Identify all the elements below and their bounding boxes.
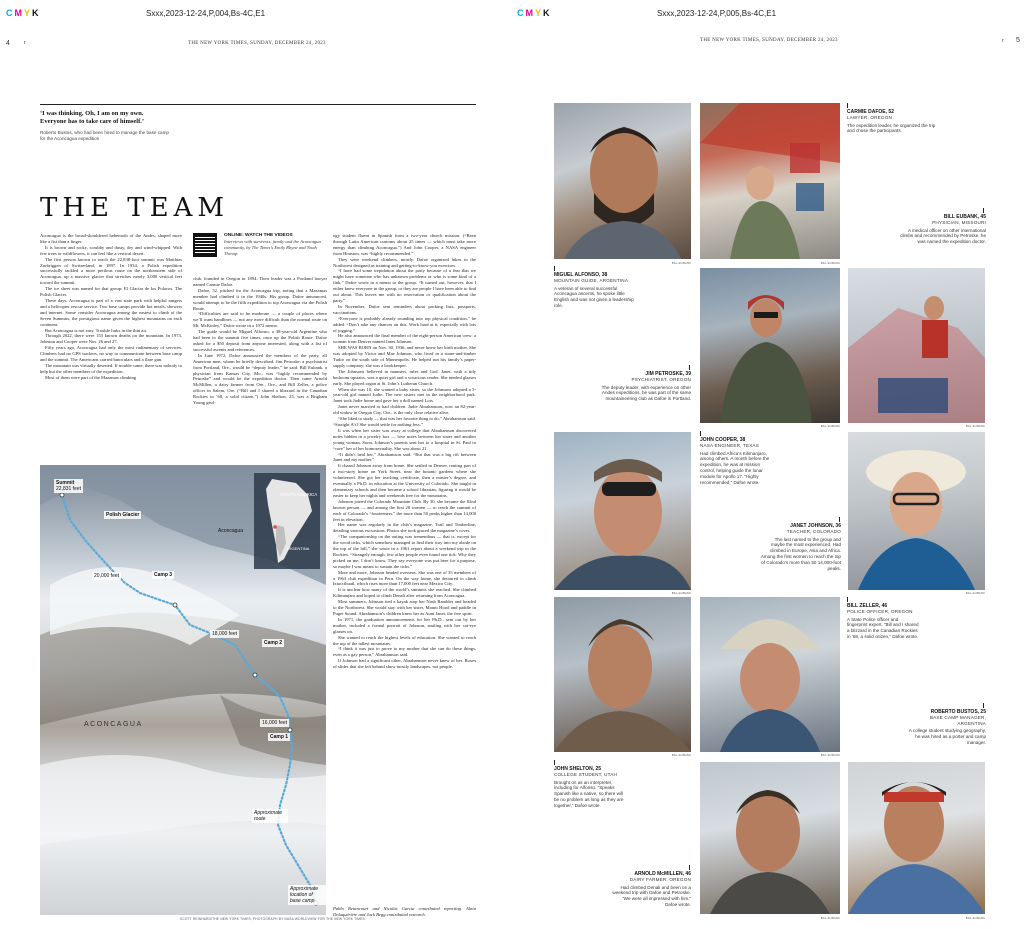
camp1-marker [288, 728, 292, 732]
caption-john-cooper [700, 437, 770, 485]
member-description: The deputy leader, with experience on other Andes expeditions, he was part of the same mountaineering club as Dafoe in Portland. [601, 384, 691, 402]
folio-mark-right: r [1002, 38, 1004, 44]
member-name: MIGUEL ALFONSO, 38 [554, 272, 608, 278]
member-description: A medical officer on other international climbs and recommended by Petroske, he was named the expedition doctor. [900, 227, 986, 245]
paragraph: “It didn’t heal her,” Abrahamson said. “But that was a big rift between Janet and my mother.” [333, 451, 476, 463]
member-role: TEACHER, COLORADO [786, 529, 841, 534]
caption-marker [554, 760, 555, 765]
paragraph: “I think it was just to prove to my mother that she can do these things, even as a gay person,” Abrahamson said. [333, 646, 476, 658]
paragraph: They were weekend climbers, mostly. Dafoe organized hikes in the Northwest designed as training and getting-to-know-you exercises. [333, 256, 476, 268]
member-role: PSYCHIATRIST, OREGON [631, 377, 691, 382]
caption-marker [983, 208, 984, 213]
online-box [224, 233, 324, 257]
member-role: POLICE OFFICER, OREGON [847, 609, 913, 614]
aconcagua-location-dot [273, 525, 277, 529]
member-description: Had climbed Africa’s Kilimanjaro, among others. A month before the expedition, he was at mission control, helping guide the lunar module for Apollo 17. “Highly recommended,” Dafoe wrote. [700, 450, 770, 485]
member-description: Brought on as an interpreter, including for Alfonso. “Speaks Spanish like a native, so there will be no problem as long as they are together,” Dafoe wrote. [554, 779, 624, 808]
label-20000-feet: 20,000 feet [94, 573, 120, 579]
top-rule-left [40, 104, 476, 105]
paragraph: The Johnsons believed in manners, rules and God. Janet, with a tidy bedroom upstairs, was a quiet girl and a voracious reader. She needed glasses early. She played organ at St. John’s Lutheran Church. [333, 368, 476, 386]
paragraph: Through 2022, there were 153 known deaths on the mountain. In 1973, Johnson and Cooper were Nos. 26 and 27. [40, 333, 182, 345]
label-south-america: SOUTH AMERICA [280, 492, 318, 497]
label-18000-feet: 18,000 feet [212, 631, 238, 637]
caption-marker [847, 103, 848, 108]
map-credit: SCOTT REINHARD/THE NEW YORK TIMES; PHOTOGRAPH BY NASA WORLDVIEW FOR THE NEW YORK TIMES [180, 917, 365, 921]
label-aconcagua-inset: Aconcagua [218, 528, 244, 534]
caption-carmie-dafoe [847, 109, 939, 134]
paragraph: He also announced the final member of the eight-person American crew: a woman from Denver named Janet Johnson. [333, 333, 476, 345]
page-number-right: 5 [1016, 37, 1020, 44]
paragraph: “She liked to study — that was her favorite thing to do,” Abrahamson said. “Straight A’s? She would settle for nothing less.” [333, 416, 476, 427]
label-camp-2: Camp 2 [264, 640, 283, 646]
caption-marker [554, 266, 555, 271]
member-name: JOHN SHELTON, 25 [554, 766, 602, 772]
member-role: DAIRY FARMER, OREGON [629, 877, 691, 882]
member-role: PHYSICIAN, MISSOURI [932, 220, 986, 225]
paragraph: But Aconcagua is not easy. Trouble lurks in the thin air. [45, 327, 148, 333]
member-description: A veteran of several successful Aconcagua ascents, he spoke little English and was not given a leadership role. [554, 285, 634, 308]
photo-john-cooper [554, 432, 691, 590]
member-name: ARNOLD McMILLEN, 46 [634, 871, 691, 877]
paragraph: If Johnson had a significant other, Abrahamson never knew of her. Boxes of slides that she left behind show mostly landscapes, not people. [333, 658, 476, 670]
caption-janet-johnson [760, 523, 841, 571]
member-description: The last named to the group and maybe the most experienced. Had climbed in Europe, Asia and Africa. Among the first women to reach the top of Colorado’s more than 50 14,000-foot peaks. [760, 536, 841, 571]
caption-marker [847, 597, 848, 602]
label-camp-3: Camp 3 [154, 572, 173, 578]
photo-credit: BILL EUBANK [965, 916, 985, 920]
member-name: JOHN COOPER, 38 [700, 437, 746, 443]
cmyk-registration-right: CMYK [517, 8, 552, 18]
member-role: NASA ENGINEER, TEXAS [700, 443, 760, 448]
online-heading: ONLINE: WATCH THE VIDEOS [224, 233, 293, 238]
cmyk-registration-left: CMYK [6, 8, 41, 18]
pull-quote [40, 110, 170, 142]
label-camp-1: Camp 1 [270, 734, 289, 740]
label-16000-feet: 16,000 feet [262, 720, 288, 726]
caption-marker [689, 365, 690, 370]
label-base-camp: Approximate location of base camp [288, 885, 326, 905]
label-argentina: ARGENTINA [286, 546, 310, 551]
paragraph: “The companionship on the outing was tremendous — that is, except for the wood ticks, which somehow managed to find their way into my abode on the top of the hill,” she wrote in a 1961 report about a weekend trip in the Rockies. “Strangely enough, few other people even found one tick. Why they picked on me, I don’t know. They say everyone was put here for a purpose, so maybe I was meant to sustain the ticks.” [333, 534, 476, 569]
paragraph: It is unclear how many of the world’s summits she reached. She climbed Kilimanjaro and hoped to climb Denali after returning from Aconcagua. [333, 587, 476, 599]
photo-credit: BILL EUBANK [820, 753, 840, 757]
camp3-marker [173, 603, 177, 607]
photo-credit: BILL EUBANK [671, 591, 691, 595]
folio-right: THE NEW YORK TIMES, SUNDAY, DECEMBER 24, 2023 [700, 38, 838, 43]
member-description: Had climbed Denali and been on a weekend trip with Dafoe and Petroske. “We were all impressed with him,” Dafoe wrote. [612, 884, 691, 907]
article-column-1 [40, 233, 182, 455]
photo-credit: BILL EUBANK [671, 261, 691, 265]
photo-credit: BILL EUBANK [820, 916, 840, 920]
route-map-art [40, 465, 326, 915]
paragraph: The ice sheet was named for that group: El Glaciar de los Polacos. The Polish Glacier. [40, 286, 182, 298]
online-text: Interviews with survivors, family and the Aconcagua community, by The Times’s Emily Rhyne and Noah Throop. [224, 239, 321, 256]
folio-mark-left: r [24, 40, 26, 46]
photo-miguel-alfonso [554, 103, 691, 259]
caption-bill-eubank [900, 214, 986, 245]
member-role: LAWYER, OREGON [847, 115, 893, 120]
paragraph: Janet never married or had children. Judie Abrahamson, now an 82-year-old widow in Oregon City, Ore., is the only close relative alive. [333, 404, 476, 416]
photo-janet-johnson [848, 432, 985, 590]
member-role: BASE CAMP MANAGER, ARGENTINA [929, 715, 986, 726]
photo-credit: BILL EUBANK [820, 424, 840, 428]
paragraph: When she was 10, she wanted a baby sister, so the Johnsons adopted a 5-year-old girl named Judie. The new sisters met in the neighborhood park. Janet took Judie home and gave her a doll named Lois. [333, 386, 476, 404]
photo-bill-eubank [848, 268, 985, 423]
caption-john-shelton [554, 766, 626, 809]
photo-arnold-mcmillen [700, 762, 840, 914]
folio-left: THE NEW YORK TIMES, SUNDAY, DECEMBER 24, 2023 [188, 41, 326, 46]
paragraph: Most summers, Johnson tied a kayak atop her Nash Rambler and headed to the Northwest. She would stay with her sister, Mount Hood and paddle in Puget Sound. Abrahamson’s children knew her as Aunt Janet, the free spirit. [333, 599, 476, 616]
paragraph: “Difficulties are said to be moderate — a couple of places where we’ll want handlines — not any more difficult than the normal route on Mt. McKinley,” Dafoe wrote in a 1972 memo. [193, 311, 327, 329]
caption-marker [839, 517, 840, 522]
photo-credit: BILL EUBANK [965, 424, 985, 428]
paragraph: It is brown and rocky, scrubby and dusty, dry and wind-whipped. With few trees or wildflowers, it can feel like a vertical desert. [40, 244, 182, 256]
paragraph: Most of them were part of the Mazamas climbing [45, 374, 137, 380]
photo-credit: BILL EUBANK [820, 261, 840, 265]
paragraph: ogy student fluent in Spanish from a two-year church mission. (“Been through Latin American customs about 25 times — which must take more energy than climbing Aconcagua.”) And John Cooper, a NASA engineer from Houston, was “highly recommended.” [333, 233, 476, 256]
member-role: MOUNTAIN GUIDE, ARGENTINA [554, 278, 629, 283]
member-name: BILL ZELLER, 46 [847, 603, 888, 609]
page-slug-left: Sxxx,2023-12-24,P,004,Bs-4C,E1 [146, 9, 266, 18]
page-slug-right: Sxxx,2023-12-24,P,005,Bs-4C,E1 [657, 9, 777, 18]
caption-roberto-bustos [905, 709, 986, 746]
photo-bill-zeller [700, 597, 840, 752]
caption-marker [700, 431, 701, 436]
paragraph: Fifty years ago, Aconcagua had only the most rudimentary of services. Climbers had no GPS trackers, no way to communicate between base camp and the summit. The Americans carried binoculars and a flare gun. [40, 345, 182, 363]
member-description: A State Police officer and fingerprint expert. “Bill and I shared a blizzard in the Canadian Rockies in ’68, a solid citizen,” Dafoe wrote. [847, 616, 919, 639]
paragraph: The first person known to reach the 22,838-foot summit was Matthias Zurbriggen of Switzerland, in 1897. In 1934, a Polish expedition successfully tackled a more perilous route on the northeastern side of Aconcagua, up a massive glacier that stretches nearly 3,000 vertical feet toward the summit. [40, 256, 182, 286]
member-name: BILL EUBANK, 45 [943, 214, 986, 220]
photo-john-shelton [554, 597, 691, 752]
caption-bill-zeller [847, 603, 919, 640]
paragraph: SHE WAS BORN on Nov. 30, 1936, and never knew her birth mother. She was adopted by Victor and Mae Johnson, who lived in a stone-and-timber Tudor on the south side of Minneapolis. He helped run his family’s paper-supply company; she was a bookkeeper. [333, 345, 476, 368]
paragraph: Johnson joined the Colorado Mountain Club. By 30, she became the 82nd known person — and among the first 20 women — to reach the summit of each of Colorado’s “fourteeners,” the more than 50 peaks higher than 14,000 feet in elevation. [333, 498, 476, 522]
summit-marker [60, 493, 64, 497]
paragraph: club, founded in Oregon in 1894. Their leader was a Portland lawyer named Carmie Dafoe. [193, 276, 327, 287]
label-approximate-route: Approximate route [252, 809, 288, 823]
contributors-note: Pablo Betancourt and Nicolás Garcia contributed reporting. Alain Delaquérière and Jack Begg contributed research. [333, 906, 476, 917]
paragraph: These days, Aconcagua is part of a vast state park with helpful rangers and a helicopter rescue service. Two base camps provide hot meals, showers and internet. Some consider Aconcagua among the easiest to climb of the Seven Summits, the prestigious name given the highest mountains on each continent. [40, 297, 182, 327]
label-summit: Summit 22,831 feet [56, 480, 82, 492]
caption-miguel-alfonso [554, 272, 638, 309]
paragraph: It was when her sister was away at college that Abrahamson discovered notes hidden in a jewelry box — love notes between her sister and another young woman. Soon, Johnson’s parents sent her to a hospital in St. Paul to “cure” her of her homosexuality. She was about 21. [333, 427, 476, 451]
paragraph: She wanted to reach the highest levels of education. She wanted to reach the top of the tallest mountains. [333, 634, 476, 646]
member-role: COLLEGE STUDENT, UTAH [554, 772, 618, 777]
photo-jim-petroske [700, 268, 840, 423]
page-title: THE TEAM [40, 193, 229, 223]
caption-jim-petroske [600, 371, 691, 402]
member-name: JANET JOHNSON, 36 [790, 523, 841, 529]
paragraph: Her name was regularly in the club’s magazine, Trail and Timberline, detailing various excursions. Photos she took graced the magazine’s cover. [333, 522, 476, 534]
paragraph: In June 1972, Dafoe announced the members of the party, all American men, whom he briefly described. Jim Petroske, a psychiatrist from Portland, Ore., would be “deputy leader,” he said. Bill Eubank, a physician from Kansas City, Mo., was “highly recommended by Petroske” and would be the expedition doctor. Then came Arnold McMillen, a dairy farmer from Ore., Ore., and Bill Zeller, a police officer in Salem, Ore. (“Bill and I shared a blizzard in the Canadian Rockies in ’68, a solid citizen.”) John Shelton, 25, was a Brigham Young geol- [193, 352, 327, 406]
label-polish-glacier: Polish Glacier [106, 512, 140, 518]
paragraph: It chased Johnson away from home. She settled in Denver, renting part of a two-story home on York Street, near the botanic gardens where she volunteered. She got her teaching certificate, then a master’s degree, and eventually a Ph.D. in education at the University of Colorado. She taught in elementary schools and then became a school librarian, figuring it would be easier to keep her nights and weekends free for the mountains. [333, 463, 476, 498]
page-number-left: 4 [6, 40, 10, 47]
member-name: ROBERTO BUSTOS, 25 [930, 709, 986, 715]
caption-arnold-mcmillen [612, 871, 691, 908]
member-name: CARMIE DAFOE, 52 [847, 109, 894, 115]
caption-marker [689, 865, 690, 870]
pull-quote-line1: ‘I was thinking, Oh, I am on my own. [40, 110, 144, 117]
article-column-2 [193, 276, 327, 455]
pull-quote-line2: Everyone has to take care of himself.’ [40, 118, 145, 125]
photo-credit: BILL EUBANK [965, 591, 985, 595]
paragraph: The mountain was virtually deserted. If trouble came, there was nobody to help but the other members of the expedition. [40, 362, 182, 374]
paragraph: In November, Dafoe sent reminders about packing lists, passports, vaccinations. [333, 303, 476, 315]
qr-code[interactable] [193, 233, 217, 257]
photo-roberto-bustos [848, 762, 985, 914]
paragraph: Aconcagua is the broad-shouldered behemoth of the Andes, shaped more like a fist than a finger. [40, 233, 182, 244]
member-description: The expedition leader, he organized the trip and chose the participants. [847, 122, 936, 134]
member-description: A college student studying geography, he was hired as a porter and camp manager. [908, 728, 986, 745]
paragraph: In 1971, the graduation announcements for her Ph.D., sent out by her mother, included a formal portrait of Johnson, smiling with her cat-eye glasses on. [333, 616, 476, 634]
paragraph: The guide would be Miguel Alfonso, a 38-year-old Argentine who had been to the summit five times, once up the Polish Route. Dafoe asked for a $50 deposit from anyone interested, along with a list of successful ascents and references. [193, 329, 327, 352]
pull-quote-attribution: Roberto Bustos, who had been hired to manage the base camp for the Aconcagua expedition [40, 130, 169, 141]
photo-carmie-dafoe [700, 103, 840, 259]
paragraph: Dafoe, 52, pitched for the Aconcagua trip, noting that a Mazamas member had climbed it in the 1940s. His group, Dafoe announced, would attempt to be the fifth expedition to top Aconcagua via the Polish Route. [193, 287, 327, 311]
route-map [40, 465, 326, 915]
member-name: JIM PETROSKE, 39 [645, 371, 691, 377]
photo-credit: BILL EUBANK [671, 753, 691, 757]
article-column-3 [333, 233, 476, 901]
paragraph: More and more, Johnson headed overseas. She was one of 35 members of a 1963 club expedition in Peru. On the way home, she detoured to climb Iztaccíhuatl, which rises more than 17,000 feet near Mexico City. [333, 569, 476, 587]
paragraph: “I have had some trepidation about the party because of a fear that we might have someone who has unknown problems or who is some kind of a fink,” Dafoe wrote in a memo to the group. “It turned out, however, that I either knew everyone in the group, or they are people I have been able to find out about. This leaves me with no reservation or qualification about the party.” [333, 268, 476, 303]
paragraph: “Everyone is probably already rounding into top physical condition,” he added. “Don’t take any chances on this. Work hard at it; especially with lots of jogging.” [333, 315, 476, 333]
caption-marker [983, 703, 984, 708]
label-aconcagua-mountain: ACONCAGUA [84, 721, 143, 728]
camp2-marker [253, 673, 257, 677]
